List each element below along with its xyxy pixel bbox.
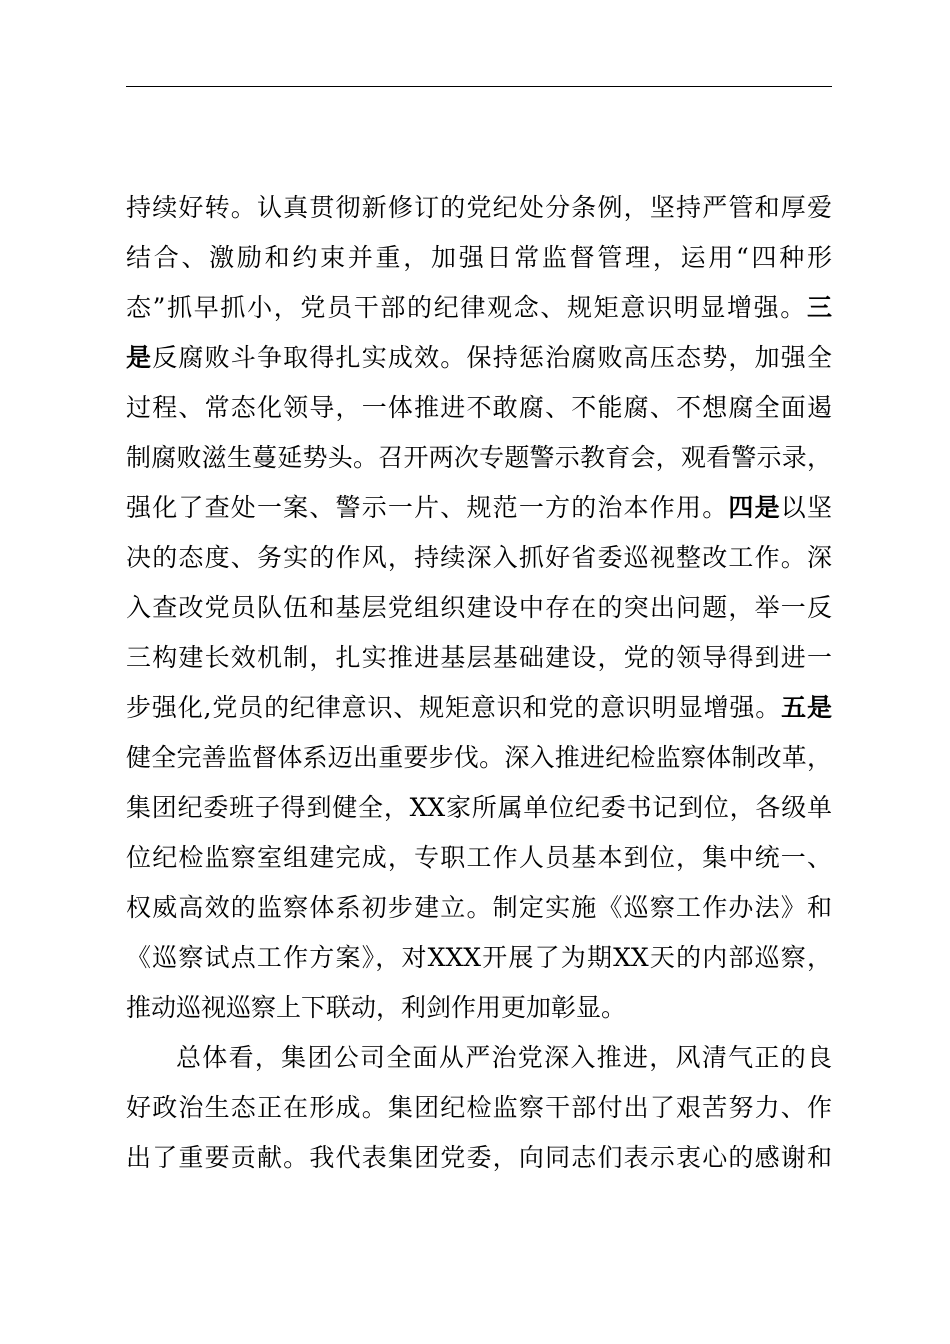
text-line	[126, 533, 832, 583]
text-run: 入查改党员队伍和基层党组织建设中存在的突出问题，举一反	[126, 593, 832, 622]
paragraph-last-line	[126, 983, 832, 1033]
text-line	[126, 183, 832, 233]
text-line	[126, 733, 832, 783]
text-run: 步强化,党员的纪律意识、规矩意识和党的意识明显增强。	[126, 693, 782, 722]
document-body	[126, 183, 832, 1183]
text-run: 集团纪委班子得到健全，XX家所属单位纪委书记到位，各级单	[126, 793, 832, 822]
text-run: 推动巡视巡察上下联动，利剑作用更加彰显。	[126, 993, 627, 1022]
text-run: 出了重要贡献。我代表集团党委，向同志们表示衷心的感谢和	[126, 1143, 832, 1172]
text-line	[126, 833, 832, 883]
paragraph-first-line	[126, 1033, 832, 1083]
header-rule	[126, 86, 832, 87]
text-line	[126, 633, 832, 683]
text-run: 健全完善监督体系迈出重要步伐。深入推进纪检监察体制改革，	[126, 743, 832, 772]
text-line	[126, 233, 832, 283]
bold-marker: 是	[126, 343, 153, 372]
text-run: 位纪检监察室组建完成，专职工作人员基本到位，集中统一、	[126, 843, 832, 872]
text-run: 强化了查处一案、警示一片、规范一方的治本作用。	[126, 493, 729, 522]
text-run: 结合、激励和约束并重，加强日常监督管理，运用“四种形	[126, 243, 832, 272]
text-run: 制腐败滋生蔓延势头。召开两次专题警示教育会，观看警示录，	[126, 443, 832, 472]
text-line	[126, 383, 832, 433]
text-line	[126, 333, 832, 383]
text-run: 态”抓早抓小，党员干部的纪律观念、规矩意识明显增强。	[126, 293, 807, 322]
text-line	[126, 1083, 832, 1133]
text-run: 持续好转。认真贯彻新修订的党纪处分条例，坚持严管和厚爱	[126, 193, 832, 222]
text-run: 总体看，集团公司全面从严治党深入推进，风清气正的良	[176, 1043, 832, 1072]
text-line	[126, 433, 832, 483]
text-line	[126, 883, 832, 933]
text-run: 《巡察试点工作方案》，对XXX开展了为期XX天的内部巡察，	[126, 943, 832, 972]
text-run: 过程、常态化领导，一体推进不敢腐、不能腐、不想腐全面遏	[126, 393, 832, 422]
text-line	[126, 583, 832, 633]
bold-marker: 四是	[728, 493, 781, 522]
text-run: 反腐败斗争取得扎实成效。保持惩治腐败高压态势，加强全	[152, 343, 832, 372]
text-line	[126, 683, 832, 733]
text-line	[126, 783, 832, 833]
text-line	[126, 283, 832, 333]
text-line	[126, 1133, 832, 1183]
text-run: 权威高效的监察体系初步建立。制定实施《巡察工作办法》和	[126, 893, 832, 922]
text-line	[126, 483, 832, 533]
text-run: 好政治生态正在形成。集团纪检监察干部付出了艰苦努力、作	[126, 1093, 832, 1122]
text-run: 以坚	[780, 493, 832, 522]
text-run: 决的态度、务实的作风，持续深入抓好省委巡视整改工作。深	[126, 543, 832, 572]
text-line	[126, 933, 832, 983]
bold-marker: 三	[806, 293, 832, 322]
text-run: 三构建长效机制，扎实推进基层基础建设，党的领导得到进一	[126, 643, 832, 672]
bold-marker: 五是	[781, 693, 832, 722]
